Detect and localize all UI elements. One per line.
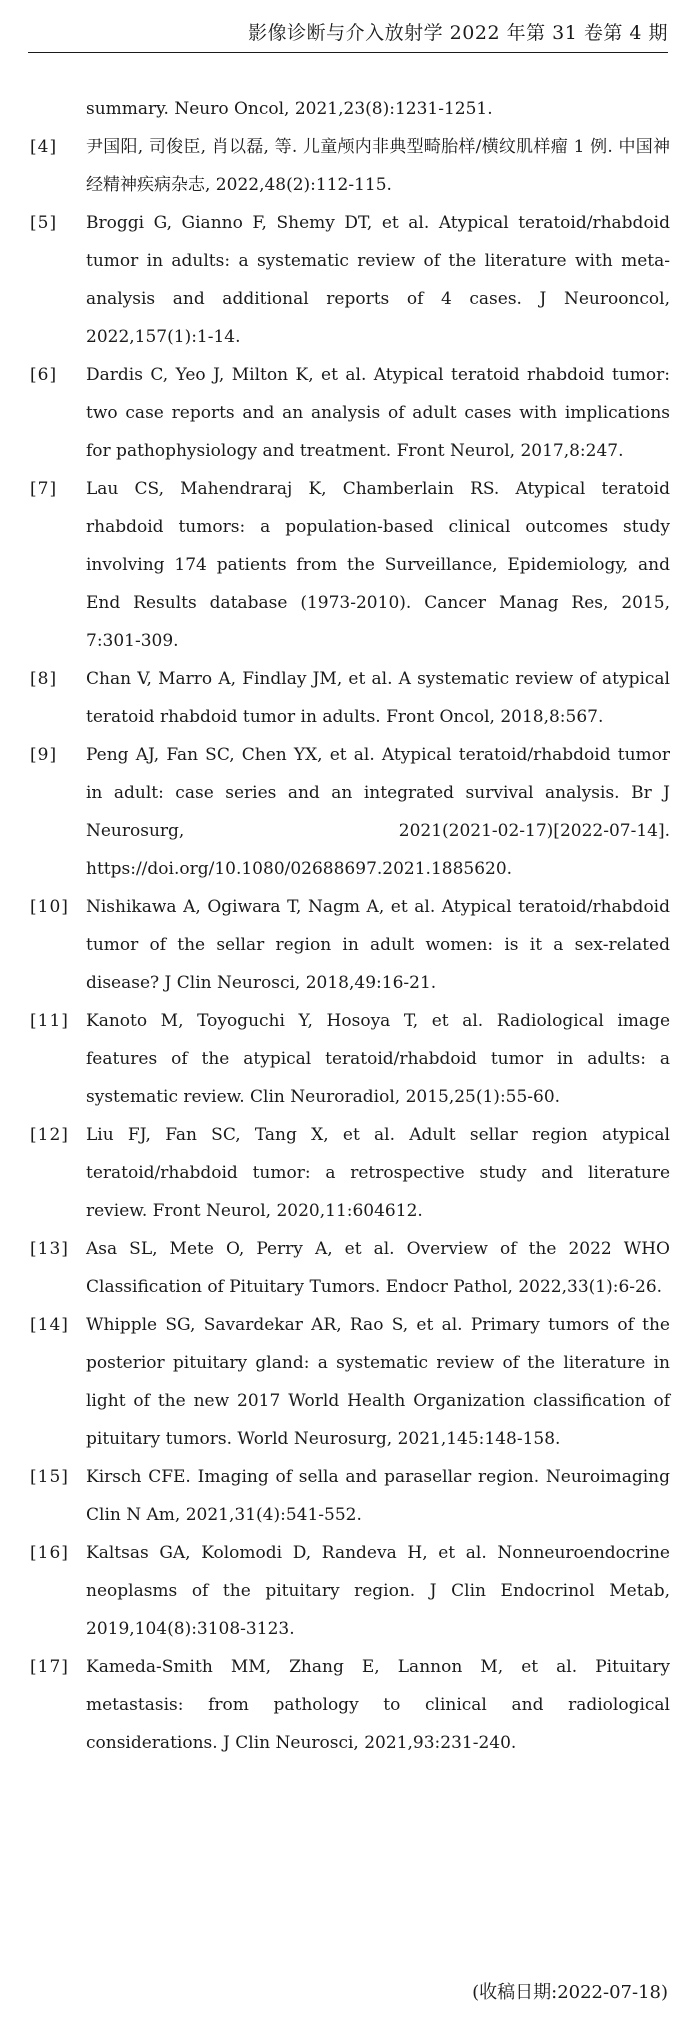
reference-text: Liu FJ, Fan SC, Tang X, et al. Adult sellar region atypical teratoid/rhabdoid tumor: a retrospective study and literature review. Front Neurol, 2020,11:604612.	[86, 1125, 670, 1221]
reference-text: Broggi G, Gianno F, Shemy DT, et al. Atypical teratoid/rhabdoid tumor in adults: a systematic review of the literature with meta-analysis and additional reports of 4 cases. J Neurooncol, 2022,157(1):1-14.	[86, 213, 670, 347]
reference-number: [13]	[30, 1239, 69, 1259]
reference-number: [16]	[30, 1543, 69, 1563]
reference-item	[30, 660, 670, 736]
reference-item	[30, 888, 670, 1002]
reference-number: [12]	[30, 1125, 69, 1145]
reference-number: [6]	[30, 365, 58, 385]
reference-number: [15]	[30, 1467, 69, 1487]
reference-item	[30, 736, 670, 888]
reference-item	[30, 1116, 670, 1230]
reference-text: Kameda-Smith MM, Zhang E, Lannon M, et al. Pituitary metastasis: from pathology to clinical and radiological considerations. J Clin Neurosci, 2021,93:231-240.	[86, 1657, 670, 1753]
reference-item	[30, 1230, 670, 1306]
reference-text: Kirsch CFE. Imaging of sella and parasellar region. Neuroimaging Clin N Am, 2021,31(4):541-552.	[86, 1467, 670, 1525]
reference-number: [9]	[30, 745, 58, 765]
reference-text: Chan V, Marro A, Findlay JM, et al. A systematic review of atypical teratoid rhabdoid tumor in adults. Front Oncol, 2018,8:567.	[86, 669, 670, 727]
reference-item	[30, 1534, 670, 1648]
reference-item	[30, 1002, 670, 1116]
reference-item	[30, 1306, 670, 1458]
reference-number: [8]	[30, 669, 58, 689]
reference-item	[30, 128, 670, 204]
reference-item	[30, 1648, 670, 1762]
reference-item	[30, 204, 670, 356]
reference-text: 尹国阳, 司俊臣, 肖以磊, 等. 儿童颅内非典型畸胎样/横纹肌样瘤 1 例. 中国神经精神疾病杂志, 2022,48(2):112-115.	[86, 137, 670, 195]
reference-item	[30, 1458, 670, 1534]
reference-text: Asa SL, Mete O, Perry A, et al. Overview of the 2022 WHO Classification of Pituitary Tumors. Endocr Pathol, 2022,33(1):6-26.	[86, 1239, 670, 1297]
header-rule	[28, 52, 668, 53]
reference-text: Kaltsas GA, Kolomodi D, Randeva H, et al. Nonneuroendocrine neoplasms of the pituitary region. J Clin Endocrinol Metab, 2019,104(8):3108-3123.	[86, 1543, 670, 1639]
reference-number: [17]	[30, 1657, 69, 1677]
reference-text: Lau CS, Mahendraraj K, Chamberlain RS. Atypical teratoid rhabdoid tumors: a population-based clinical outcomes study involving 174 patients from the Surveillance, Epidemiology, and End Results database (1973-2010). Cancer Manag Res, 2015, 7:301-309.	[86, 479, 670, 651]
received-date: (收稿日期:2022-07-18)	[472, 1982, 668, 2003]
reference-number: [10]	[30, 897, 69, 917]
reference-number: [7]	[30, 479, 58, 499]
reference-text: Whipple SG, Savardekar AR, Rao S, et al. Primary tumors of the posterior pituitary gland: a systematic review of the literature in light of the new 2017 World Health Organization classification of pituitary tumors. World Neurosurg, 2021,145:148-158.	[86, 1315, 670, 1449]
reference-text: Peng AJ, Fan SC, Chen YX, et al. Atypical teratoid/rhabdoid tumor in adult: case series and an integrated survival analysis. Br J Neurosurg, 2021(2021-02-17)[2022-07-14]. https://doi.org/10.1080/02688697.2021.1885620.	[86, 745, 670, 879]
reference-list	[30, 90, 670, 1762]
reference-number: [5]	[30, 213, 58, 233]
reference-text: Dardis C, Yeo J, Milton K, et al. Atypical teratoid rhabdoid tumor: two case reports and an analysis of adult cases with implications for pathophysiology and treatment. Front Neurol, 2017,8:247.	[86, 365, 670, 461]
journal-header: 影像诊断与介入放射学 2022 年第 31 卷第 4 期	[248, 22, 668, 44]
reference-text: Nishikawa A, Ogiwara T, Nagm A, et al. Atypical teratoid/rhabdoid tumor of the sellar region in adult women: is it a sex-related disease? J Clin Neurosci, 2018,49:16-21.	[86, 897, 670, 993]
reference-number: [14]	[30, 1315, 69, 1335]
reference-number: [11]	[30, 1011, 69, 1031]
reference-item	[30, 356, 670, 470]
reference-text: Kanoto M, Toyoguchi Y, Hosoya T, et al. Radiological image features of the atypical teratoid/rhabdoid tumor in adults: a systematic review. Clin Neuroradiol, 2015,25(1):55-60.	[86, 1011, 670, 1107]
reference-item	[30, 470, 670, 660]
reference-number: [4]	[30, 137, 58, 157]
reference-continuation: summary. Neuro Oncol, 2021,23(8):1231-1251.	[86, 99, 493, 119]
